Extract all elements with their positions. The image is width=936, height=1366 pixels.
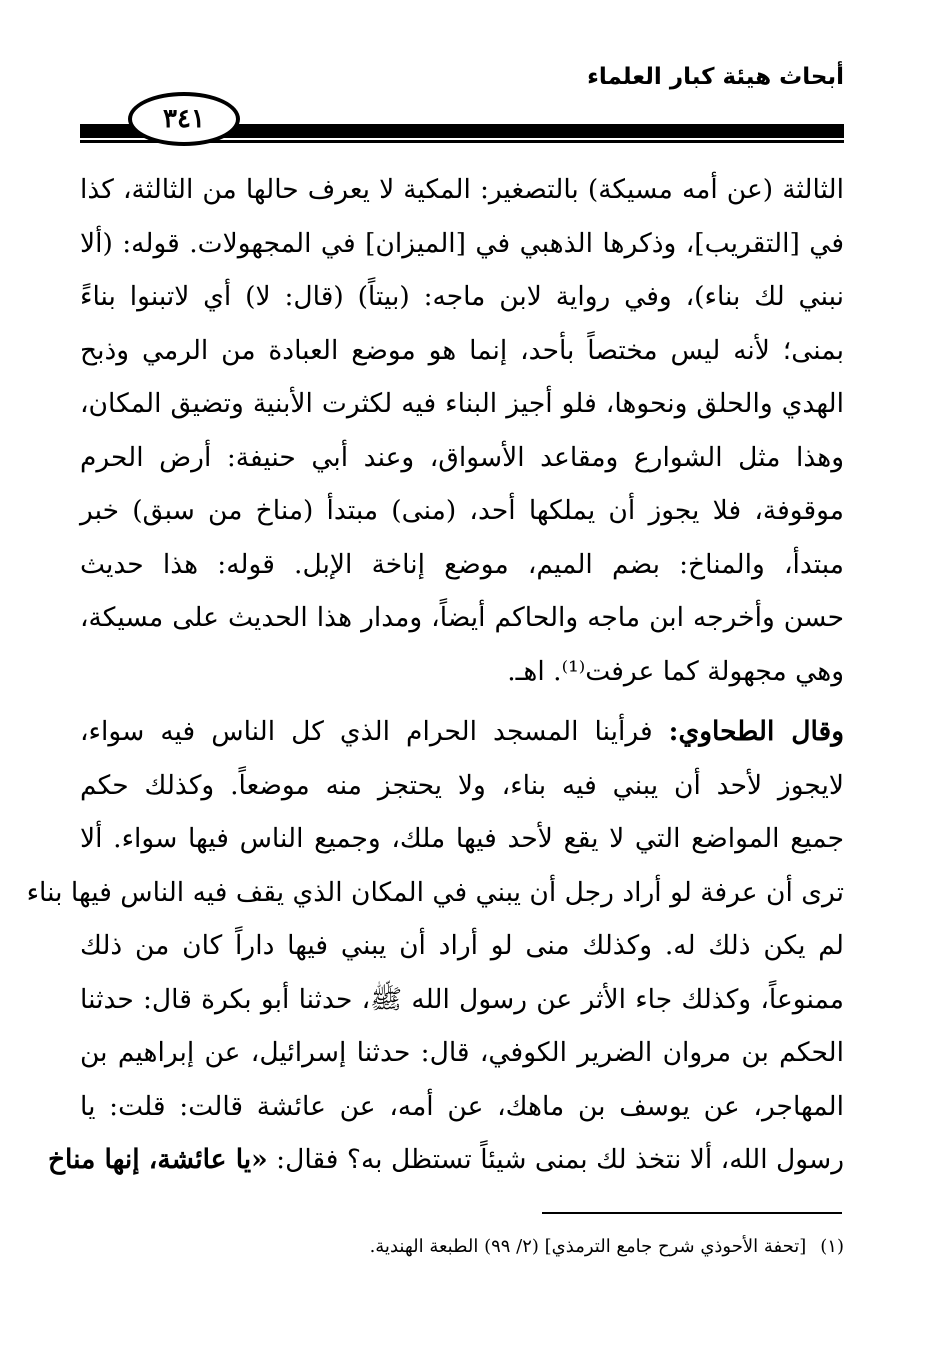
paragraph-line: موقوفة، فلا يجوز أن يملكها أحد، (منى) مبتدأ (مناخ من سبق) خبر: [80, 495, 844, 526]
paragraph-line: الثالثة (عن أمه مسيكة) بالتصغير: المكية لا يعرف حالها من الثالثة، كذا: [80, 174, 844, 205]
paragraph-line: في [التقريب]، وذكرها الذهبي في [الميزان] في المجهولات. قوله: (ألا: [80, 227, 844, 259]
paragraph-line-text: رسول الله، ألا نتخذ لك بمنى شيئاً تستظل به؟ فقال:: [267, 1144, 844, 1175]
paragraph-line: ترى أن عرفة لو أراد رجل أن يبني في المكان الذي يقف فيه الناس فيها بناء: [26, 876, 844, 908]
paragraph-line: وهذا مثل الشوارع ومقاعد الأسواق، وعند أبي حنيفة: أرض الحرم: [80, 441, 844, 473]
paragraph-line: الهدي والحلق ونحوها، فلو أجيز البناء فيه لكثرت الأبنية وتضيق المكان،: [80, 388, 844, 419]
paragraph-1: [80, 163, 844, 698]
footnote-text: [تحفة الأحوذي شرح جامع الترمذي] (٢/ ٩٩) الطبعة الهندية.: [369, 1236, 807, 1257]
paragraph-line: حسن وأخرجه ابن ماجه والحاكم أيضاً، ومدار هذا الحديث على مسيكة،: [80, 602, 844, 633]
paragraph-line-text: فرأينا المسجد الحرام الذي كل الناس فيه سواء،: [80, 716, 669, 747]
paragraph-line: لم يكن ذلك له. وكذلك منى لو أراد أن يبني فيها داراً كان من ذلك: [80, 930, 844, 961]
hadith-quote: «يا عائشة، إنها مناخ: [47, 1144, 268, 1175]
footnote-separator: [542, 1212, 842, 1214]
paragraph-2: [26, 705, 844, 1187]
footnote: [370, 1236, 844, 1257]
speaker-name: وقال الطحاوي:: [668, 716, 844, 747]
paragraph-line: ممنوعاً، وكذلك جاء الأثر عن رسول الله ﷺ، حدثنا أبو بكرة قال: حدثنا: [80, 983, 844, 1015]
paragraph-line: نبني لك بناء)، وفي رواية لابن ماجه: (بيتاً) (قال: لا) أي لاتبنوا بناءً: [80, 281, 844, 312]
paragraph-line: المهاجر، عن يوسف بن ماهك، عن أمه، عن عائشة قالت: قلت: يا: [80, 1090, 844, 1122]
paragraph-line: [80, 705, 844, 759]
paragraph-line: جميع المواضع التي لا يقع لأحد فيها ملك، وجميع الناس فيها سواء. ألا: [80, 823, 844, 854]
footnote-number: (١): [820, 1236, 844, 1257]
page-number: ٣٤١: [128, 92, 240, 146]
paragraph-line: [47, 1133, 844, 1187]
paragraph-line: وهي مجهولة كما عرفت⁽¹⁾. اهـ.: [507, 655, 844, 687]
paragraph-line: مبتدأ، والمناخ: بضم الميم، موضع إناخة الإبل. قوله: هذا حديث: [80, 548, 844, 580]
paragraph-line: الحكم بن مروان الضرير الكوفي، قال: حدثنا إسرائيل، عن إبراهيم بن: [80, 1037, 844, 1068]
paragraph-line: بمنى؛ لأنه ليس مختصاً بأحد، إنما هو موضع العبادة من الرمي وذبح: [80, 334, 844, 366]
body-text: [26, 163, 844, 1187]
paragraph-line: لايجوز لأحد أن يبني فيه بناء، ولا يحتجز منه موضعاً. وكذلك حكم: [80, 769, 844, 801]
running-title: أبحاث هيئة كبار العلماء: [587, 64, 844, 90]
